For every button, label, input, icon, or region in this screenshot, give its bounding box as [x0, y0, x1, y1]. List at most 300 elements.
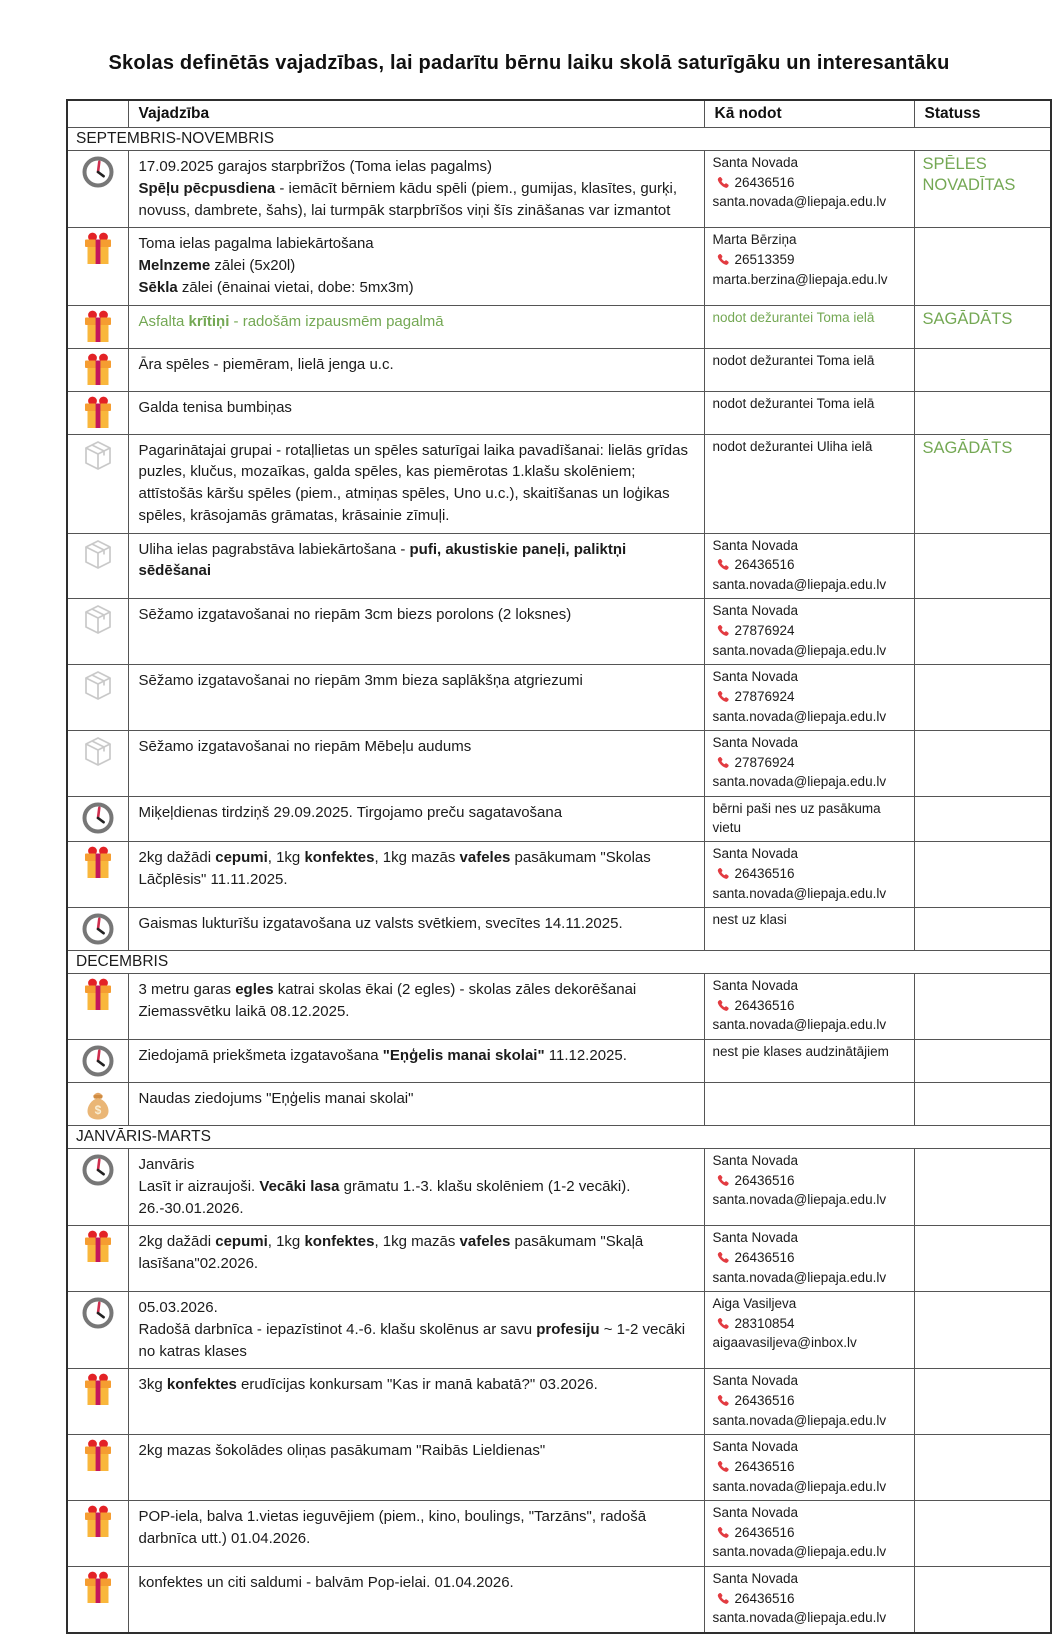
- deliver-cell: [704, 1149, 914, 1226]
- header-need: Vajadzība: [128, 100, 704, 128]
- need-text: - iemācīt bērniem kādu spēli (piem., gumijas, klasītes, gurķi, novuss, dambrete, šahs), lai turmpāk starpbrīšos viņi šīs zināšanas var izmantot: [138, 179, 678, 219]
- deliver-cell: [704, 348, 914, 391]
- need-text: , 1kg mazās: [374, 849, 460, 867]
- clock-icon: [70, 155, 126, 189]
- contact-email: santa.novada@liepaja.edu.lv: [712, 1017, 887, 1033]
- need-line: [139, 1374, 694, 1396]
- need-text: katrai skolas ēkai (2 egles) - skolas zāles dekorēšanai Ziemassvētku laikā 08.12.2025.: [138, 981, 637, 1020]
- phone-line: [713, 1457, 906, 1478]
- phone-icon: [715, 1460, 729, 1474]
- table-row: [67, 1149, 1051, 1226]
- contact-name: Santa Novada: [712, 1373, 799, 1389]
- status-cell: [914, 151, 1051, 228]
- need-line: [139, 1045, 694, 1067]
- svg-text:$: $: [94, 1103, 102, 1117]
- need-text: 3kg: [138, 1376, 167, 1394]
- contact-phone: 26436516: [734, 1458, 795, 1474]
- need-text: 05.03.2026.: [138, 1299, 218, 1317]
- phone-icon: [715, 999, 729, 1013]
- contact-name: Santa Novada: [712, 978, 799, 994]
- gift-icon: [70, 396, 126, 430]
- need-line: [139, 1572, 694, 1594]
- need-text: 11.12.2025.: [544, 1047, 627, 1064]
- need-text: Sēžamo izgatavošanai no riepām Mēbeļu audums: [138, 738, 472, 756]
- phone-line: [713, 1314, 906, 1335]
- table-row: [67, 842, 1051, 908]
- row-icon-cell: [67, 974, 128, 1040]
- table-row: [67, 731, 1051, 797]
- contact-phone: 26436516: [734, 1172, 795, 1188]
- table-row: [67, 348, 1051, 391]
- phone-line: [713, 864, 906, 885]
- deliver-cell: [704, 1083, 914, 1126]
- status-cell: [914, 1292, 1051, 1369]
- clock-icon: [70, 1044, 126, 1078]
- contact-phone: 26436516: [734, 174, 795, 190]
- season-section-label: SEPTEMBRIS-NOVEMBRIS: [67, 128, 1051, 151]
- status-cell: [914, 1226, 1051, 1292]
- need-cell: [128, 228, 704, 305]
- need-text: Janvāris: [138, 1156, 195, 1173]
- need-cell: [128, 665, 704, 731]
- need-text: , 1kg mazās: [374, 1233, 460, 1251]
- status-cell: [914, 533, 1051, 599]
- phone-line: [713, 1523, 906, 1544]
- need-text: Gaismas lukturīšu izgatavošana uz valsts svētkiem, svecītes 14.11.2025.: [138, 915, 623, 933]
- need-line: [139, 1440, 694, 1462]
- contact-name: Marta Bērziņa: [712, 232, 797, 248]
- table-row: [67, 599, 1051, 665]
- deliver-cell: [704, 434, 914, 533]
- need-text: vafeles: [459, 1233, 511, 1251]
- need-cell: [128, 1083, 704, 1126]
- need-cell: [128, 151, 704, 228]
- deliver-note: nodot dežurantei Toma ielā: [712, 395, 875, 411]
- phone-line: [713, 687, 906, 708]
- status-cell: [914, 1435, 1051, 1501]
- need-text: cepumi: [215, 849, 268, 867]
- table-row: [67, 151, 1051, 228]
- status-cell: [914, 842, 1051, 908]
- need-text: Sēžamo izgatavošanai no riepām 3mm bieza saplākšņa atgriezumi: [138, 672, 583, 690]
- row-icon-cell: [67, 228, 128, 305]
- need-text: konfektes un citi saldumi - balvām Pop-ielai. 01.04.2026.: [138, 1574, 514, 1591]
- row-icon-cell: [67, 1040, 128, 1083]
- deliver-cell: [704, 391, 914, 434]
- need-text: Uliha ielas pagrabstāva labiekārtošana -: [138, 540, 410, 558]
- phone-icon: [715, 253, 729, 267]
- document-page: [0, 52, 1058, 1634]
- need-cell: [128, 1149, 704, 1226]
- table-row: [67, 1226, 1051, 1292]
- deliver-cell: [704, 1369, 914, 1435]
- package-icon: [70, 538, 126, 572]
- contact-email: santa.novada@liepaja.edu.lv: [712, 885, 887, 901]
- phone-icon: [715, 756, 729, 770]
- table-row: [67, 228, 1051, 305]
- gift-icon: [70, 978, 126, 1012]
- contact-email: santa.novada@liepaja.edu.lv: [712, 1412, 887, 1428]
- phone-line: [713, 1248, 906, 1269]
- need-text: Galda tenisa bumbiņas: [138, 398, 292, 416]
- need-text: Sēžamo izgatavošanai no riepām 3cm biezs porolons (2 loksnes): [138, 606, 572, 624]
- table-row: [67, 391, 1051, 434]
- need-text: konfektes: [166, 1376, 237, 1394]
- contact-phone: 26436516: [734, 557, 795, 573]
- need-text: ~ 1-2 vecāki no katras klases: [138, 1320, 686, 1360]
- table-row: [67, 908, 1051, 951]
- need-line: [139, 1176, 694, 1220]
- need-text: 3 metru garas: [138, 981, 236, 999]
- phone-icon: [715, 690, 729, 704]
- need-cell: [128, 842, 704, 908]
- need-cell: [128, 434, 704, 533]
- deliver-cell: [704, 533, 914, 599]
- table-row: [67, 434, 1051, 533]
- need-text: , 1kg: [267, 1233, 305, 1251]
- gift-icon: [70, 1373, 126, 1407]
- contact-phone: 27876924: [734, 623, 795, 638]
- contact-name: Santa Novada: [712, 1439, 799, 1455]
- contact-name: Santa Novada: [712, 846, 799, 862]
- need-text: Naudas ziedojums "Eņģelis manai skolai": [138, 1090, 414, 1107]
- need-text: Vecāki lasa: [259, 1177, 340, 1195]
- status-cell: [914, 1369, 1051, 1435]
- deliver-note: nodot dežurantei Toma ielā: [712, 352, 875, 368]
- deliver-cell: [704, 731, 914, 797]
- need-cell: [128, 305, 704, 348]
- contact-email: santa.novada@liepaja.edu.lv: [712, 1478, 887, 1494]
- need-line: [139, 354, 694, 376]
- need-text: cepumi: [215, 1233, 268, 1251]
- clock-icon: [70, 1296, 126, 1330]
- need-text: 17.09.2025 garajos starpbrīžos (Toma ielas pagalms): [138, 158, 493, 175]
- contact-name: Santa Novada: [712, 669, 799, 685]
- row-icon-cell: [67, 1083, 128, 1126]
- phone-line: [713, 621, 906, 642]
- row-icon-cell: [67, 1501, 128, 1567]
- need-text: Ziedojamā priekšmeta izgatavošana: [138, 1047, 383, 1064]
- need-cell: [128, 1501, 704, 1567]
- row-icon-cell: [67, 348, 128, 391]
- need-cell: [128, 1369, 704, 1435]
- need-text: zālei (ēnainai vietai, dobe: 5mx3m): [177, 278, 414, 296]
- contact-name: Santa Novada: [712, 1571, 799, 1586]
- phone-icon: [715, 1592, 729, 1606]
- gift-icon: [70, 1439, 126, 1473]
- need-text: Miķeļdienas tirdziņš 29.09.2025. Tirgojamo preču sagatavošana: [138, 804, 563, 821]
- need-text: konfektes: [304, 849, 375, 867]
- contact-name: Santa Novada: [712, 155, 799, 170]
- need-cell: [128, 908, 704, 951]
- row-icon-cell: [67, 797, 128, 842]
- need-text: Melnzeme: [138, 257, 211, 274]
- status-cell: [914, 731, 1051, 797]
- header-icon-cell: [67, 100, 128, 128]
- table-row: [67, 665, 1051, 731]
- contact-phone: 26513359: [734, 251, 795, 267]
- deliver-cell: [704, 797, 914, 842]
- need-text: zālei (5x20l): [210, 257, 296, 274]
- need-text: Pagarinātajai grupai - rotaļlietas un spēles saturīgai laika pavadīšanai: lielās grīdas puzles, klučus, mozaīkas, galda spēles, kas piemērotas 1.klašu skolēniem; attīstošās kāršu spēles (piem., atmiņas spēles, Uno u.c.), skaitīšanas un loģikas spēles, krāsojamās grāmatas, krāsainie zīmuļi.: [138, 441, 688, 524]
- gift-icon: [70, 1230, 126, 1264]
- need-cell: [128, 391, 704, 434]
- status-text: SAGĀDĀTS: [922, 438, 1013, 457]
- contact-phone: 26436516: [734, 1249, 795, 1265]
- need-text: vafeles: [459, 849, 511, 867]
- deliver-cell: [704, 1501, 914, 1567]
- table-row: [67, 1040, 1051, 1083]
- contact-email: santa.novada@liepaja.edu.lv: [712, 708, 887, 724]
- header-status: Statuss: [914, 100, 1051, 128]
- contact-phone: 26436516: [734, 997, 795, 1013]
- row-icon-cell: [67, 151, 128, 228]
- need-line: [139, 604, 694, 626]
- need-line: [139, 277, 694, 299]
- phone-line: [713, 555, 906, 576]
- contact-email: santa.novada@liepaja.edu.lv: [712, 1610, 887, 1626]
- need-cell: [128, 731, 704, 797]
- status-cell: [914, 391, 1051, 434]
- gift-icon: [70, 353, 126, 387]
- need-line: [139, 802, 694, 824]
- contact-phone: 28310854: [734, 1315, 795, 1331]
- deliver-cell: [704, 228, 914, 305]
- gift-icon: [70, 310, 126, 344]
- clock-icon: [70, 1153, 126, 1187]
- deliver-cell: [704, 1226, 914, 1292]
- gift-icon: [70, 846, 126, 880]
- need-line: [139, 1231, 694, 1275]
- clock-icon: [70, 912, 126, 946]
- need-line: [139, 1506, 694, 1550]
- need-line: [139, 1154, 694, 1176]
- deliver-cell: [704, 1292, 914, 1369]
- contact-name: Santa Novada: [712, 537, 799, 553]
- need-line: [139, 397, 694, 419]
- table-row: [67, 1567, 1051, 1633]
- need-line: [139, 847, 694, 891]
- row-icon-cell: [67, 1435, 128, 1501]
- deliver-note: bērni paši nes uz pasākuma vietu: [712, 801, 881, 835]
- contact-email: santa.novada@liepaja.edu.lv: [712, 576, 887, 592]
- table-row: [67, 1083, 1051, 1126]
- need-text: pasākumam "Skolas Lāčplēsis" 11.11.2025.: [138, 849, 651, 888]
- contact-name: Santa Novada: [712, 603, 799, 619]
- contact-phone: 27876924: [734, 754, 795, 770]
- deliver-cell: [704, 908, 914, 951]
- need-line: [139, 913, 694, 935]
- season-section-row: [67, 1126, 1051, 1149]
- season-section-row: [67, 128, 1051, 151]
- need-cell: [128, 797, 704, 842]
- package-icon: [70, 603, 126, 637]
- need-cell: [128, 1567, 704, 1633]
- need-line: [139, 670, 694, 692]
- status-cell: [914, 797, 1051, 842]
- package-icon: [70, 669, 126, 703]
- need-line: [139, 979, 694, 1023]
- phone-icon: [715, 624, 729, 638]
- need-text: profesiju: [536, 1320, 600, 1338]
- need-text: Lasīt ir aizraujoši.: [138, 1177, 260, 1195]
- contact-name: Santa Novada: [712, 1505, 799, 1521]
- row-icon-cell: [67, 1369, 128, 1435]
- row-icon-cell: [67, 391, 128, 434]
- need-text: - radošām izpausmēm pagalmā: [229, 312, 444, 330]
- table-row: [67, 1369, 1051, 1435]
- package-icon: [70, 439, 126, 473]
- status-cell: [914, 1149, 1051, 1226]
- status-cell: [914, 348, 1051, 391]
- phone-icon: [715, 1394, 729, 1408]
- table-row: [67, 1501, 1051, 1567]
- contact-phone: 27876924: [734, 688, 795, 704]
- contact-email: marta.berzina@liepaja.edu.lv: [712, 271, 888, 287]
- need-line: [139, 736, 694, 758]
- needs-table: [66, 99, 1052, 1634]
- package-icon: [70, 735, 126, 769]
- contact-email: santa.novada@liepaja.edu.lv: [712, 1192, 887, 1208]
- contact-phone: 26436516: [734, 1524, 795, 1540]
- need-line: [139, 539, 694, 583]
- row-icon-cell: [67, 1149, 128, 1226]
- contact-phone: 26436516: [734, 865, 795, 881]
- need-text: Toma ielas pagalma labiekārtošana: [138, 235, 374, 253]
- status-cell: [914, 1567, 1051, 1633]
- deliver-cell: [704, 974, 914, 1040]
- row-icon-cell: [67, 305, 128, 348]
- need-text: krītiņi: [188, 312, 230, 330]
- table-row: [67, 1435, 1051, 1501]
- row-icon-cell: [67, 599, 128, 665]
- phone-line: [713, 250, 906, 271]
- deliver-cell: [704, 305, 914, 348]
- need-text: POP-iela, balva 1.vietas ieguvējiem (piem., kino, boulings, "Tarzāns", radošā darbnīca utt.) 01.04.2026.: [138, 1508, 647, 1547]
- clock-icon: [70, 801, 126, 835]
- deliver-cell: [704, 665, 914, 731]
- deliver-note: nodot dežurantei Uliha ielā: [712, 438, 873, 454]
- status-cell: [914, 665, 1051, 731]
- phone-line: [713, 1391, 906, 1412]
- row-icon-cell: [67, 731, 128, 797]
- gift-icon: [70, 1505, 126, 1539]
- need-line: [139, 178, 694, 222]
- row-icon-cell: [67, 1567, 128, 1633]
- need-text: erudīcijas konkursam "Kas ir manā kabatā?" 03.2026.: [236, 1376, 598, 1394]
- table-row: [67, 533, 1051, 599]
- gift-icon: [70, 232, 126, 266]
- contact-name: Aiga Vasiljeva: [712, 1296, 797, 1312]
- status-cell: [914, 1083, 1051, 1126]
- deliver-note: nodot dežurantei Toma ielā: [712, 309, 875, 325]
- status-cell: [914, 305, 1051, 348]
- row-icon-cell: [67, 1226, 128, 1292]
- status-cell: [914, 434, 1051, 533]
- gift-icon: [70, 1571, 126, 1605]
- status-cell: [914, 1040, 1051, 1083]
- need-text: 2kg mazas šokolādes oliņas pasākumam "Raibās Lieldienas": [138, 1442, 546, 1460]
- phone-icon: [715, 1526, 729, 1540]
- table-row: [67, 974, 1051, 1040]
- phone-icon: [715, 1251, 729, 1265]
- contact-phone: 26436516: [734, 1590, 795, 1606]
- season-section-label: JANVĀRIS-MARTS: [67, 1126, 1051, 1149]
- need-text: 2kg dažādi: [138, 1233, 216, 1251]
- contact-phone: 26436516: [734, 1393, 795, 1408]
- need-cell: [128, 1435, 704, 1501]
- season-section-row: [67, 951, 1051, 974]
- deliver-note: nest uz klasi: [712, 912, 787, 928]
- need-cell: [128, 1226, 704, 1292]
- contact-email: aigaavasiljeva@inbox.lv: [712, 1335, 857, 1351]
- row-icon-cell: [67, 434, 128, 533]
- status-cell: [914, 1501, 1051, 1567]
- phone-line: [713, 753, 906, 774]
- row-icon-cell: [67, 1292, 128, 1369]
- need-text: "Eņģelis manai skolai": [382, 1047, 545, 1064]
- status-cell: [914, 228, 1051, 305]
- phone-icon: [715, 176, 729, 190]
- row-icon-cell: [67, 908, 128, 951]
- row-icon-cell: [67, 842, 128, 908]
- contact-email: santa.novada@liepaja.edu.lv: [712, 774, 887, 790]
- page-title: Skolas definētās vajadzības, lai padarītu bērnu laiku skolā saturīgāku un interesantāku: [108, 52, 950, 74]
- table-row: [67, 305, 1051, 348]
- need-cell: [128, 348, 704, 391]
- phone-icon: [715, 558, 729, 572]
- status-cell: [914, 599, 1051, 665]
- table-row: [67, 797, 1051, 842]
- table-row: [67, 1292, 1051, 1369]
- contact-name: Santa Novada: [712, 1153, 799, 1168]
- phone-line: [713, 1589, 906, 1610]
- need-text: , 1kg: [267, 849, 305, 867]
- need-text: Spēļu pēcpusdiena: [138, 179, 276, 197]
- contact-email: santa.novada@liepaja.edu.lv: [712, 642, 887, 658]
- need-text: Āra spēles - piemēram, lielā jenga u.c.: [138, 355, 394, 373]
- need-line: [139, 1319, 694, 1363]
- deliver-cell: [704, 599, 914, 665]
- contact-email: santa.novada@liepaja.edu.lv: [712, 1269, 887, 1285]
- row-icon-cell: [67, 665, 128, 731]
- contact-email: santa.novada@liepaja.edu.lv: [712, 1544, 887, 1560]
- need-text: Radošā darbnīca - iepazīstinot 4.-6. klašu skolēnus ar savu: [138, 1320, 537, 1338]
- need-cell: [128, 974, 704, 1040]
- need-text: pufi, akustiskie paneļi, paliktņi sēdēšanai: [138, 540, 627, 580]
- table-header-row: [67, 100, 1051, 128]
- contact-name: Santa Novada: [712, 735, 799, 751]
- status-text: SAGĀDĀTS: [922, 309, 1013, 328]
- deliver-cell: [704, 1040, 914, 1083]
- phone-icon: [715, 1174, 729, 1188]
- need-line: [139, 255, 694, 277]
- need-text: grāmatu 1.-3. klašu skolēniem (1-2 vecāki). 26.-30.01.2026.: [138, 1177, 631, 1217]
- need-text: pasākumam "Skaļā lasīšana"02.2026.: [138, 1233, 644, 1272]
- deliver-cell: [704, 842, 914, 908]
- phone-icon: [715, 1317, 729, 1331]
- deliver-cell: [704, 1567, 914, 1633]
- contact-name: Santa Novada: [712, 1230, 799, 1246]
- status-cell: [914, 974, 1051, 1040]
- need-cell: [128, 599, 704, 665]
- deliver-cell: [704, 1435, 914, 1501]
- row-icon-cell: [67, 533, 128, 599]
- header-deliver: Kā nodot: [704, 100, 914, 128]
- deliver-note: nest pie klases audzinātājiem: [712, 1044, 889, 1059]
- need-line: [139, 1297, 694, 1319]
- season-section-label: DECEMBRIS: [67, 951, 1051, 974]
